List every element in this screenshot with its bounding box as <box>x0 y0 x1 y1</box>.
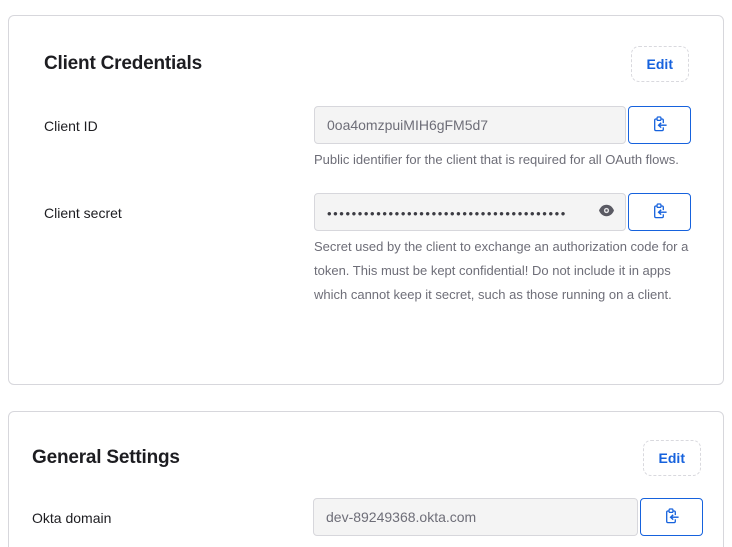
edit-button[interactable] <box>643 440 701 476</box>
eye-icon <box>598 204 615 220</box>
copy-client-secret-button[interactable] <box>628 193 691 231</box>
edit-button-label: Edit <box>646 56 673 72</box>
client-id-field-group <box>314 106 691 144</box>
card-title: Client Credentials <box>44 53 202 74</box>
client-secret-help-text: Secret used by the client to exchange an authorization code for a token. This must be kept confidential! Do not include it in apps which cannot keep it secret, such as those running on a client. <box>314 239 689 302</box>
client-credentials-card <box>8 15 724 385</box>
edit-button-label: Edit <box>658 450 685 466</box>
okta-domain-input[interactable] <box>313 498 638 536</box>
client-secret-field-col <box>314 193 691 307</box>
show-client-secret-toggle[interactable] <box>597 205 615 219</box>
client-secret-input[interactable] <box>314 193 626 231</box>
okta-domain-label: Okta domain <box>32 510 112 526</box>
client-id-row <box>44 106 689 172</box>
okta-domain-value: dev-89249368.okta.com <box>326 509 477 525</box>
card-header <box>44 44 689 84</box>
client-id-value: 0oa4omzpuiMIH6gFM5d7 <box>327 117 489 133</box>
clipboard-copy-icon <box>664 508 679 527</box>
client-id-label: Client ID <box>44 118 98 134</box>
client-id-input[interactable] <box>314 106 626 144</box>
copy-client-id-button[interactable] <box>628 106 691 144</box>
okta-domain-field-group <box>313 498 703 536</box>
okta-domain-field-col <box>313 498 703 536</box>
client-secret-row <box>44 193 689 307</box>
okta-domain-row <box>32 498 701 536</box>
edit-button[interactable] <box>631 46 689 82</box>
client-secret-label: Client secret <box>44 205 122 221</box>
general-settings-card <box>8 411 724 547</box>
client-secret-field-group <box>314 193 691 231</box>
copy-okta-domain-button[interactable] <box>640 498 703 536</box>
card-title: General Settings <box>32 447 180 468</box>
client-id-field-col <box>314 106 691 172</box>
client-id-help-text: Public identifier for the client that is required for all OAuth flows. <box>314 152 679 167</box>
clipboard-copy-icon <box>652 116 667 135</box>
clipboard-copy-icon <box>652 203 667 222</box>
client-secret-masked-value: ••••••••••••••••••••••••••••••••••••••• <box>327 206 567 221</box>
card-header <box>32 438 701 478</box>
